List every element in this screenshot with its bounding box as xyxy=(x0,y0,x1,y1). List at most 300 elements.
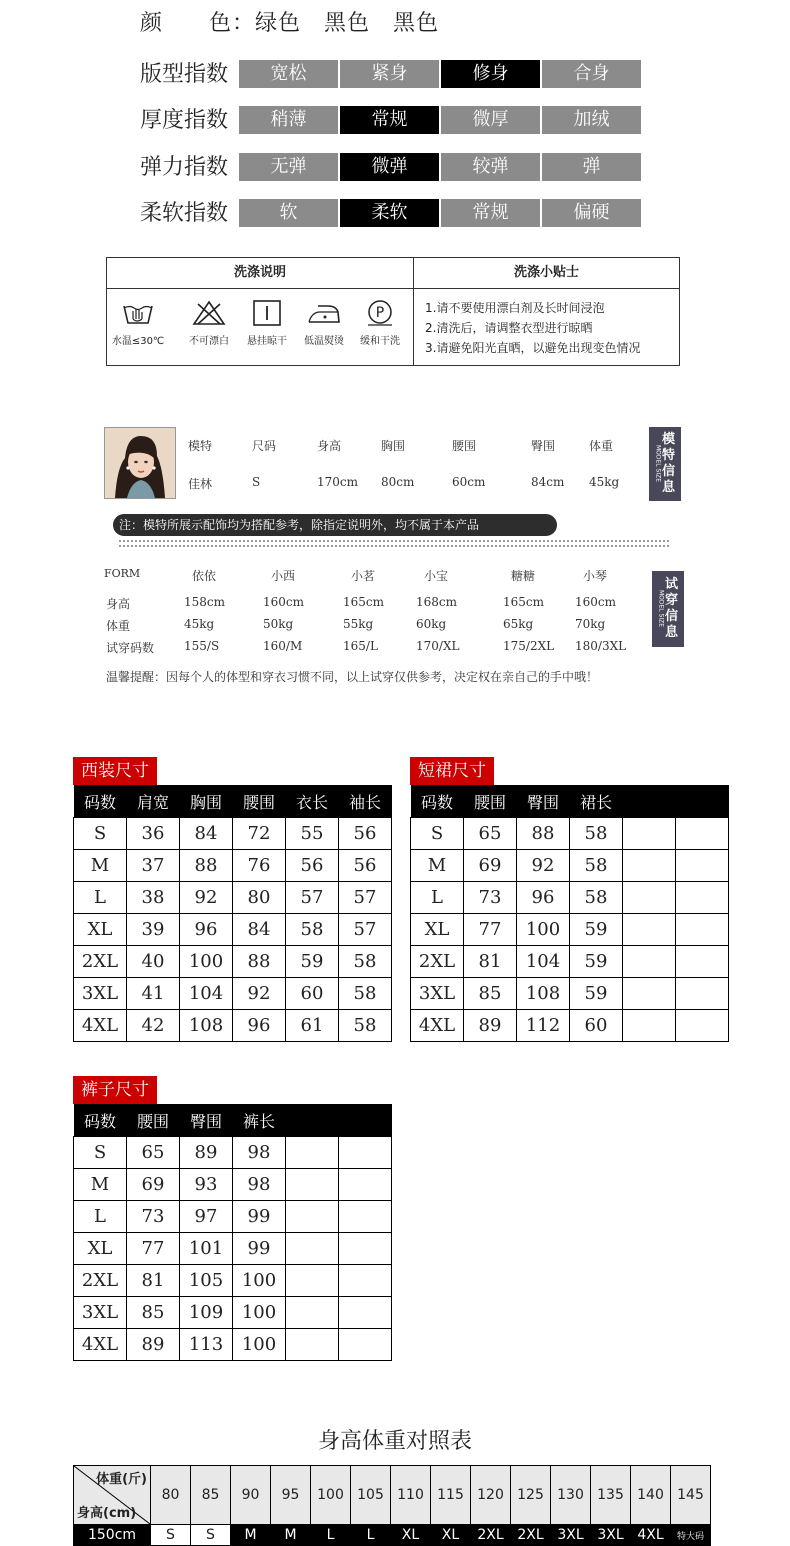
table-cell: 96 xyxy=(180,914,233,946)
table-cell: 58 xyxy=(339,978,392,1010)
hand-wash-label: 水温≤30℃ xyxy=(111,336,165,347)
index-option: 合身 xyxy=(542,60,641,88)
low-iron-icon xyxy=(306,300,342,326)
table-header-cell xyxy=(623,785,676,818)
table-row xyxy=(74,1233,392,1265)
table-cell: 93 xyxy=(180,1169,233,1201)
table-cell: 77 xyxy=(464,914,517,946)
hw-size-cell: S xyxy=(191,1525,231,1546)
table-cell: 65 xyxy=(127,1137,180,1169)
table-header-cell: 臀围 xyxy=(180,1104,233,1137)
model-header: 模特 xyxy=(188,439,213,453)
fitting-row-label: 身高 xyxy=(106,597,131,611)
low-iron-item xyxy=(295,300,353,347)
index-options xyxy=(239,153,643,181)
table-header-cell: 腰围 xyxy=(127,1104,180,1137)
table-row xyxy=(411,850,729,882)
fitting-tab-small: MODEL SIZE xyxy=(657,590,665,628)
table-cell xyxy=(676,818,729,850)
table-header-cell xyxy=(286,1104,339,1137)
wash-tip: 1.请不要使用漂白剂及长时间浸泡 xyxy=(425,301,605,315)
table-cell: 98 xyxy=(233,1137,286,1169)
fitting-cell: 160cm xyxy=(263,595,305,609)
hw-height-cell: 150cm xyxy=(74,1525,151,1546)
table-cell: 37 xyxy=(127,850,180,882)
table-cell: 81 xyxy=(127,1265,180,1297)
table-cell: 36 xyxy=(127,818,180,850)
fitting-cell: 70kg xyxy=(575,617,606,631)
fitting-header: 小西 xyxy=(271,569,296,583)
table-cell: 76 xyxy=(233,850,286,882)
table-cell: 73 xyxy=(127,1201,180,1233)
table-cell: 73 xyxy=(464,882,517,914)
no-bleach-label: 不可漂白 xyxy=(189,336,229,347)
dry-clean-label: 缓和干洗 xyxy=(360,336,400,347)
table-cell: L xyxy=(74,1201,127,1233)
index-option: 常规 xyxy=(441,199,540,227)
fitting-row-label: 体重 xyxy=(106,619,131,633)
fitting-cell: 165/L xyxy=(343,639,378,653)
table-cell: 99 xyxy=(233,1233,286,1265)
table-cell: 55 xyxy=(286,818,339,850)
model-header: 腰围 xyxy=(452,439,477,453)
hw-weight-cell: 110 xyxy=(391,1466,431,1525)
index-option: 微厚 xyxy=(441,106,540,134)
fitting-header: 小琴 xyxy=(583,569,608,583)
table-cell: 89 xyxy=(180,1137,233,1169)
table-cell: 4XL xyxy=(411,1010,464,1042)
table-cell: 4XL xyxy=(74,1329,127,1361)
table-cell: 96 xyxy=(517,882,570,914)
table-cell: 56 xyxy=(339,850,392,882)
table-cell: M xyxy=(411,850,464,882)
hw-weight-cell: 105 xyxy=(351,1466,391,1525)
index-option: 软 xyxy=(239,199,338,227)
index-option: 稍薄 xyxy=(239,106,338,134)
table-cell: 3XL xyxy=(74,978,127,1010)
index-option: 偏硬 xyxy=(542,199,641,227)
table-row xyxy=(74,1201,392,1233)
table-header-cell: 腰围 xyxy=(464,785,517,818)
table-row xyxy=(74,818,392,850)
index-option: 修身 xyxy=(441,60,540,88)
pants-size-tag: 裤子尺寸 xyxy=(73,1076,157,1104)
model-value: 84cm xyxy=(531,475,565,489)
table-cell xyxy=(623,914,676,946)
table-cell: XL xyxy=(74,914,127,946)
table-cell: 69 xyxy=(464,850,517,882)
table-cell: 38 xyxy=(127,882,180,914)
table-cell: 97 xyxy=(180,1201,233,1233)
table-cell: 88 xyxy=(233,946,286,978)
table-cell: 104 xyxy=(180,978,233,1010)
hw-size-cell: 2XL xyxy=(471,1525,511,1546)
table-cell: 4XL xyxy=(74,1010,127,1042)
fitting-cell: 60kg xyxy=(416,617,447,631)
table-cell: 59 xyxy=(570,946,623,978)
wash-instructions-box xyxy=(106,257,680,366)
hw-size-cell: L xyxy=(351,1525,391,1546)
hand-wash-icon xyxy=(120,300,156,326)
hw-size-cell: XL xyxy=(391,1525,431,1546)
hw-chart-title: 身高体重对照表 xyxy=(317,1429,472,1454)
table-cell: 58 xyxy=(570,850,623,882)
model-header: 尺码 xyxy=(252,439,277,453)
table-cell: 2XL xyxy=(411,946,464,978)
table-cell: 80 xyxy=(233,882,286,914)
table-cell xyxy=(676,978,729,1010)
wash-tips-title: 洗涤小贴士 xyxy=(414,258,679,289)
table-row xyxy=(411,946,729,978)
table-cell xyxy=(339,1297,392,1329)
fitting-cell: 160/M xyxy=(263,639,303,653)
model-avatar xyxy=(104,427,176,499)
hw-size-cell: L xyxy=(311,1525,351,1546)
index-label: 弹力指数 xyxy=(140,155,229,180)
hw-size-cell: 2XL xyxy=(511,1525,551,1546)
table-cell: 100 xyxy=(517,914,570,946)
table-cell: 58 xyxy=(339,946,392,978)
table-cell: S xyxy=(74,1137,127,1169)
table-cell: S xyxy=(74,818,127,850)
fitting-cell: 45kg xyxy=(184,617,215,631)
model-header: 身高 xyxy=(317,439,342,453)
table-cell: 81 xyxy=(464,946,517,978)
table-cell: 58 xyxy=(570,818,623,850)
fitting-cell: 158cm xyxy=(184,595,226,609)
wash-tips-list xyxy=(425,298,640,358)
hw-weight-cell: 115 xyxy=(431,1466,471,1525)
model-value: 佳林 xyxy=(188,477,213,491)
svg-text:P: P xyxy=(375,305,385,321)
table-row xyxy=(74,1297,392,1329)
color-label: 颜 色： xyxy=(140,11,256,36)
table-cell: 58 xyxy=(570,882,623,914)
table-cell xyxy=(286,1137,339,1169)
table-cell: 39 xyxy=(127,914,180,946)
table-cell xyxy=(623,946,676,978)
model-value: 45kg xyxy=(589,475,620,489)
table-header-cell: 肩宽 xyxy=(127,785,180,818)
table-cell xyxy=(676,882,729,914)
hw-size-cell: XL xyxy=(431,1525,471,1546)
table-cell: 100 xyxy=(180,946,233,978)
table-header-row xyxy=(74,785,392,818)
table-header-cell: 码数 xyxy=(74,1104,127,1137)
table-cell: 108 xyxy=(517,978,570,1010)
table-cell xyxy=(676,850,729,882)
table-cell xyxy=(623,850,676,882)
table-cell xyxy=(676,946,729,978)
table-row xyxy=(74,1010,392,1042)
table-header-cell xyxy=(676,785,729,818)
table-cell: 57 xyxy=(286,882,339,914)
low-iron-label: 低温熨烫 xyxy=(304,336,344,347)
table-cell: L xyxy=(74,882,127,914)
table-cell xyxy=(339,1233,392,1265)
table-header-cell: 臀围 xyxy=(517,785,570,818)
fitting-cell: 55kg xyxy=(343,617,374,631)
table-cell: 42 xyxy=(127,1010,180,1042)
table-header-row xyxy=(74,1104,392,1137)
hw-size-cell: 3XL xyxy=(591,1525,631,1546)
table-cell: 99 xyxy=(233,1201,286,1233)
table-row xyxy=(74,1265,392,1297)
model-header: 体重 xyxy=(589,439,614,453)
warm-tip: 温馨提醒：因每个人的体型和穿衣习惯不同，以上试穿仅供参考，决定权在亲自己的手中哦！ xyxy=(106,670,599,684)
table-cell: 96 xyxy=(233,1010,286,1042)
index-options xyxy=(239,199,643,227)
table-cell xyxy=(339,1329,392,1361)
table-cell xyxy=(286,1201,339,1233)
index-option: 紧身 xyxy=(340,60,439,88)
wash-tip: 3.请避免阳光直晒，以避免出现变色情况 xyxy=(425,341,641,355)
hang-dry-label: 悬挂晾干 xyxy=(247,336,287,347)
table-cell: 84 xyxy=(180,818,233,850)
table-cell: 100 xyxy=(233,1329,286,1361)
table-cell: M xyxy=(74,850,127,882)
index-options xyxy=(239,60,643,88)
table-cell: 69 xyxy=(127,1169,180,1201)
table-cell xyxy=(286,1233,339,1265)
table-cell xyxy=(676,914,729,946)
table-cell xyxy=(623,818,676,850)
hw-size-cell: M xyxy=(271,1525,311,1546)
table-cell xyxy=(676,1010,729,1042)
table-cell: 58 xyxy=(339,1010,392,1042)
table-cell xyxy=(623,1010,676,1042)
fitting-cell: 170/XL xyxy=(416,639,460,653)
table-header-cell xyxy=(339,1104,392,1137)
table-cell xyxy=(339,1201,392,1233)
hand-wash-item xyxy=(109,300,167,347)
index-label: 版型指数 xyxy=(140,62,229,87)
table-cell: 100 xyxy=(233,1265,286,1297)
table-cell: 72 xyxy=(233,818,286,850)
dotted-divider xyxy=(118,540,670,542)
hw-size-row xyxy=(74,1525,711,1546)
index-option: 加绒 xyxy=(542,106,641,134)
model-value: 170cm xyxy=(317,475,359,489)
table-row xyxy=(411,1010,729,1042)
table-row xyxy=(74,1137,392,1169)
index-option: 微弹 xyxy=(340,153,439,181)
hw-weight-cell: 135 xyxy=(591,1466,631,1525)
table-cell xyxy=(623,882,676,914)
table-row xyxy=(411,914,729,946)
table-cell: 88 xyxy=(180,850,233,882)
hw-size-cell: M xyxy=(231,1525,271,1546)
index-option: 宽松 xyxy=(239,60,338,88)
fitting-cell: 50kg xyxy=(263,617,294,631)
table-row xyxy=(74,882,392,914)
table-row xyxy=(411,978,729,1010)
table-cell: M xyxy=(74,1169,127,1201)
table-cell: 60 xyxy=(286,978,339,1010)
table-cell: 59 xyxy=(570,978,623,1010)
table-cell: 57 xyxy=(339,882,392,914)
hw-header-row xyxy=(74,1466,711,1525)
table-cell: 77 xyxy=(127,1233,180,1265)
table-cell xyxy=(286,1265,339,1297)
hw-corner-height: 身高(cm) xyxy=(77,1506,137,1521)
hw-corner-weight: 体重(斤) xyxy=(96,1472,147,1487)
table-cell: 61 xyxy=(286,1010,339,1042)
fitting-row-label: 试穿码数 xyxy=(106,641,155,655)
model-note: 注：模特所展示配饰均为搭配参考，除指定说明外，均不属于本产品 xyxy=(113,514,557,536)
index-option: 无弹 xyxy=(239,153,338,181)
model-header: 胸围 xyxy=(381,439,406,453)
index-label: 厚度指数 xyxy=(140,108,229,133)
index-option: 弹 xyxy=(542,153,641,181)
table-cell: 2XL xyxy=(74,946,127,978)
table-cell: 3XL xyxy=(411,978,464,1010)
hw-weight-cell: 100 xyxy=(311,1466,351,1525)
index-options xyxy=(239,106,643,134)
suit-size-table xyxy=(73,785,392,1042)
table-cell: 56 xyxy=(339,818,392,850)
skirt-size-tag: 短裙尺寸 xyxy=(410,757,494,785)
hw-weight-cell: 85 xyxy=(191,1466,231,1525)
table-cell: 85 xyxy=(464,978,517,1010)
hw-weight-cell: 140 xyxy=(631,1466,671,1525)
table-cell: 3XL xyxy=(74,1297,127,1329)
table-header-cell: 码数 xyxy=(411,785,464,818)
table-row xyxy=(74,850,392,882)
table-cell: 89 xyxy=(464,1010,517,1042)
index-option: 常规 xyxy=(340,106,439,134)
fitting-cell: 155/S xyxy=(184,639,220,653)
table-cell: 88 xyxy=(517,818,570,850)
table-cell: 108 xyxy=(180,1010,233,1042)
hw-corner-cell xyxy=(74,1466,151,1525)
hw-weight-cell: 120 xyxy=(471,1466,511,1525)
table-cell: 56 xyxy=(286,850,339,882)
table-row xyxy=(74,946,392,978)
model-value: 60cm xyxy=(452,475,486,489)
model-header: 臀围 xyxy=(531,439,556,453)
hang-dry-item xyxy=(238,300,296,347)
fitting-tab-big: 试穿信息 xyxy=(664,577,678,640)
fitting-header: 小宝 xyxy=(424,569,449,583)
table-cell xyxy=(623,978,676,1010)
table-cell: 101 xyxy=(180,1233,233,1265)
table-row xyxy=(411,818,729,850)
hw-size-cell: S xyxy=(151,1525,191,1546)
model-info-tab xyxy=(649,427,681,501)
dry-clean-item xyxy=(351,300,409,347)
hw-weight-cell: 145 xyxy=(671,1466,711,1525)
table-cell: 60 xyxy=(570,1010,623,1042)
index-option: 柔软 xyxy=(340,199,439,227)
table-cell xyxy=(339,1265,392,1297)
hw-size-cell: 4XL xyxy=(631,1525,671,1546)
table-cell: 105 xyxy=(180,1265,233,1297)
table-cell: 41 xyxy=(127,978,180,1010)
table-header-cell: 袖长 xyxy=(339,785,392,818)
pants-size-table xyxy=(73,1104,392,1361)
model-tab-small: MODEL SIZE xyxy=(654,445,662,483)
fitting-header: 依依 xyxy=(192,569,217,583)
table-cell: 112 xyxy=(517,1010,570,1042)
table-header-cell: 裤长 xyxy=(233,1104,286,1137)
table-cell: 104 xyxy=(517,946,570,978)
table-header-cell: 裙长 xyxy=(570,785,623,818)
table-cell: 58 xyxy=(286,914,339,946)
fitting-cell: 175/2XL xyxy=(503,639,555,653)
table-cell: 40 xyxy=(127,946,180,978)
table-cell: 100 xyxy=(233,1297,286,1329)
table-cell: L xyxy=(411,882,464,914)
table-cell xyxy=(286,1297,339,1329)
table-row xyxy=(74,978,392,1010)
skirt-size-table xyxy=(410,785,729,1042)
table-header-cell: 衣长 xyxy=(286,785,339,818)
model-tab-big: 模特信息 xyxy=(661,432,675,495)
table-cell xyxy=(286,1169,339,1201)
table-cell xyxy=(339,1169,392,1201)
suit-size-tag: 西装尺寸 xyxy=(73,757,157,785)
no-bleach-icon xyxy=(191,300,227,326)
wash-title: 洗涤说明 xyxy=(107,258,414,289)
hw-weight-cell: 80 xyxy=(151,1466,191,1525)
model-value: S xyxy=(252,475,261,489)
no-bleach-item xyxy=(180,300,238,347)
fitting-cell: 165cm xyxy=(343,595,385,609)
fitting-header: 糖糖 xyxy=(511,569,536,583)
hw-size-cell: 特大码 xyxy=(671,1525,711,1546)
table-cell: 65 xyxy=(464,818,517,850)
table-row xyxy=(74,1329,392,1361)
table-cell: S xyxy=(411,818,464,850)
hw-chart-table xyxy=(73,1465,711,1546)
table-cell: 85 xyxy=(127,1297,180,1329)
index-option: 较弹 xyxy=(441,153,540,181)
color-values: 绿色 黑色 黑色 xyxy=(255,11,440,36)
fitting-header: FORM xyxy=(104,567,141,580)
hw-weight-cell: 125 xyxy=(511,1466,551,1525)
table-header-cell: 胸围 xyxy=(180,785,233,818)
fitting-header: 小茗 xyxy=(351,569,376,583)
table-header-row xyxy=(411,785,729,818)
fitting-cell: 65kg xyxy=(503,617,534,631)
wash-divider xyxy=(413,288,414,365)
hw-weight-cell: 90 xyxy=(231,1466,271,1525)
table-cell: 92 xyxy=(233,978,286,1010)
table-cell: 57 xyxy=(339,914,392,946)
index-label: 柔软指数 xyxy=(140,201,229,226)
fitting-cell: 165cm xyxy=(503,595,545,609)
table-cell xyxy=(339,1137,392,1169)
table-row xyxy=(74,1169,392,1201)
table-cell: 84 xyxy=(233,914,286,946)
hang-dry-icon xyxy=(249,300,285,326)
table-header-cell: 码数 xyxy=(74,785,127,818)
fitting-info-tab xyxy=(652,571,684,647)
fitting-cell: 168cm xyxy=(416,595,458,609)
fitting-cell: 180/3XL xyxy=(575,639,627,653)
fitting-cell: 160cm xyxy=(575,595,617,609)
table-cell: 59 xyxy=(570,914,623,946)
hw-weight-cell: 95 xyxy=(271,1466,311,1525)
table-row xyxy=(411,882,729,914)
table-cell: 98 xyxy=(233,1169,286,1201)
table-cell: 2XL xyxy=(74,1265,127,1297)
table-cell: 113 xyxy=(180,1329,233,1361)
table-cell: 109 xyxy=(180,1297,233,1329)
table-cell: XL xyxy=(74,1233,127,1265)
table-cell: 92 xyxy=(180,882,233,914)
